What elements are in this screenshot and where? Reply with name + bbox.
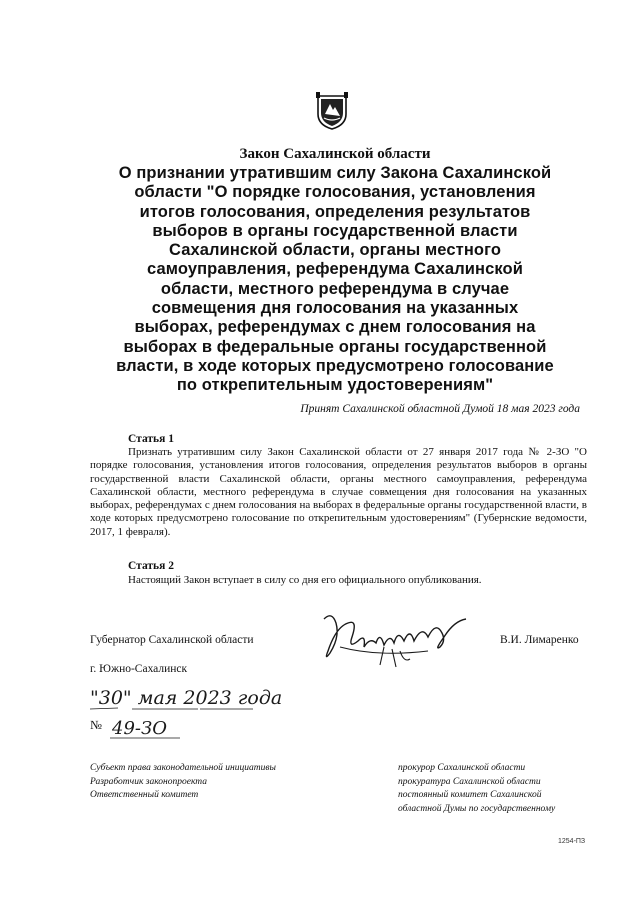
signer-position: Губернатор Сахалинской области (90, 634, 254, 646)
footer-left-line: Ответственный комитет (90, 790, 199, 800)
title-line: по открепительным удостоверениям" (176, 376, 494, 395)
title-line: области, местного референдума в случае (160, 279, 510, 298)
law-title (95, 164, 575, 396)
footer-left-line: Субъект права законодательной инициативы (90, 763, 276, 773)
footer-right-line: областной Думы по государственному (398, 803, 556, 814)
title-line: выборах, референдумах с днем голосования на (134, 318, 536, 337)
footer-right-line: прокурор Сахалинской области (398, 763, 526, 773)
adoption-note: Принят Сахалинской областной Думой 18 мая 2023 года (300, 403, 580, 415)
law-header: Закон Сахалинской области (239, 146, 431, 162)
title-line: О признании утратившим силу Закона Сахалинской (118, 164, 552, 182)
document-code: 1254-ПЗ (558, 838, 586, 845)
footer-right-line: постоянный комитет Сахалинской (398, 790, 542, 800)
signing-place: г. Южно-Сахалинск (90, 663, 188, 675)
title-line: итогов голосования, определения результатов (139, 202, 531, 221)
handwritten-number-text: 49-ЗО (112, 718, 167, 739)
article-2-text: Настоящий Закон вступает в силу со дня его официального опубликования. (128, 574, 482, 586)
title-line: совмещения дня голосования на указанных (151, 299, 519, 318)
title-line: выборов в органы государственной власти (152, 221, 518, 240)
article-1-text: Признать утратившим силу Закон Сахалинской области от 27 января 2017 года № 2-ЗО "О порядке голосования, установления итогов голосования, определения результатов выборов в органы государственной власти Сахалинской области, органы местного самоуправления, референдума Сахалинской области, местного референдума в случае совмещения дня голосования на указанных выборах, референдумах с днем голосования на выборах в федеральные органы государственной власти, в ходе которых предусмотрено голосование по открепительным удостоверениям" (Губернские ведомости, 2017, 1 февраля). (90, 446, 587, 538)
title-line: власти, в ходе которых предусмотрено голосование (116, 356, 554, 375)
handwritten-number (110, 710, 230, 744)
number-label: № (90, 718, 102, 732)
article-2-heading: Статья 2 (128, 560, 174, 572)
handwritten-date-text: "30" мая 2023 года (90, 687, 283, 709)
footer-left-line: Разработчик законопроекта (90, 776, 208, 787)
title-line: Сахалинской области, органы местного (169, 241, 501, 260)
handwritten-signature (318, 607, 478, 669)
title-line: самоуправления, референдума Сахалинской (147, 260, 523, 279)
footer-left (90, 762, 276, 803)
signer-name: В.И. Лимаренко (500, 634, 579, 646)
article-1-heading: Статья 1 (128, 433, 174, 445)
footer-right-line: прокуратура Сахалинской области (398, 776, 541, 787)
coat-of-arms-icon (314, 92, 350, 130)
title-line: области "О порядке голосования, установления (134, 183, 536, 202)
title-line: выборах в федеральные органы государственной (123, 337, 547, 356)
footer-right (398, 762, 588, 816)
